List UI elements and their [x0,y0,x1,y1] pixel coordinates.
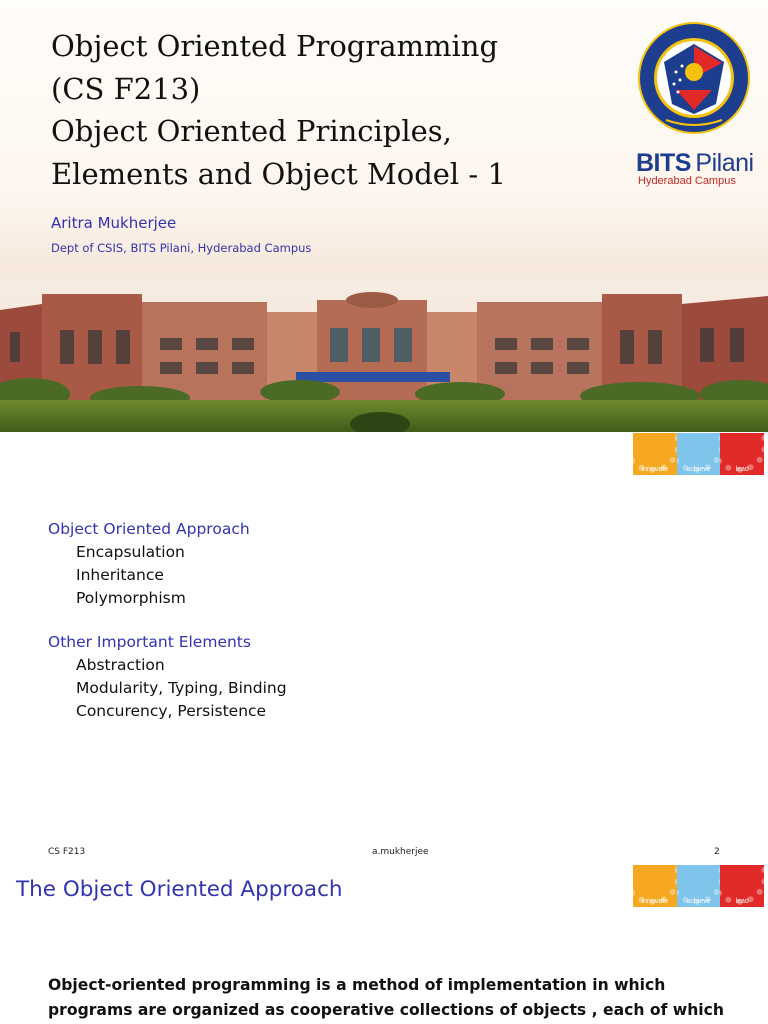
title-slide [0,0,768,432]
body-line: Object-oriented programming is a method of implementation in which [48,976,666,994]
campus-building-photo [0,282,768,432]
department: Dept of CSIS, BITS Pilani, Hyderabad Campus [51,241,312,255]
section-heading: Other Important Elements [48,633,251,651]
footer-page-number: 2 [714,847,720,857]
footer-course: CS F213 [48,847,86,857]
brand-strip-achieve [677,865,721,907]
title-line: Object Oriented Programming [51,29,499,63]
list-item: Inheritance [76,566,164,584]
brand-label: lead [735,898,749,905]
title-line: (CS F213) [51,71,201,106]
brand-label: achieve [686,466,711,473]
brand-strip [633,433,764,475]
bits-pilani-seal-icon [636,20,752,136]
body-line: programs are organized as cooperative collections of objects , each of which [48,1001,724,1019]
brand-strip-innovate [633,865,677,907]
list-item: Encapsulation [76,543,185,561]
brand-label: innovate [641,466,669,473]
logo-bits-text: BITS [636,149,691,177]
list-item: Concurency, Persistence [76,702,267,720]
brand-label: innovate [641,898,669,905]
bits-pilani-logo [636,149,754,187]
slide-body [48,973,738,1023]
section-heading: Object Oriented Approach [48,520,250,538]
title-line: Elements and Object Model - 1 [51,156,506,191]
brand-label: achieve [686,898,711,905]
brand-strip-innovate [633,433,677,475]
title-line: Object Oriented Principles, [51,114,452,148]
slide-title [51,25,611,195]
brand-strip-achieve [677,433,721,475]
brand-strip [633,865,764,907]
slide-title: The Object Oriented Approach [16,877,343,902]
author-name: Aritra Mukherjee [51,214,177,232]
logo-campus-text: Hyderabad Campus [638,175,736,187]
brand-label: lead [735,466,749,473]
list-item: Polymorphism [76,589,186,607]
footer-author: a.mukherjee [372,847,429,857]
logo-pilani-text: Pilani [695,149,754,177]
brand-strip-lead [720,433,764,475]
brand-strip-lead [720,865,764,907]
outline-list [48,518,287,723]
list-item: Modularity, Typing, Binding [76,679,287,697]
list-item: Abstraction [76,656,165,674]
